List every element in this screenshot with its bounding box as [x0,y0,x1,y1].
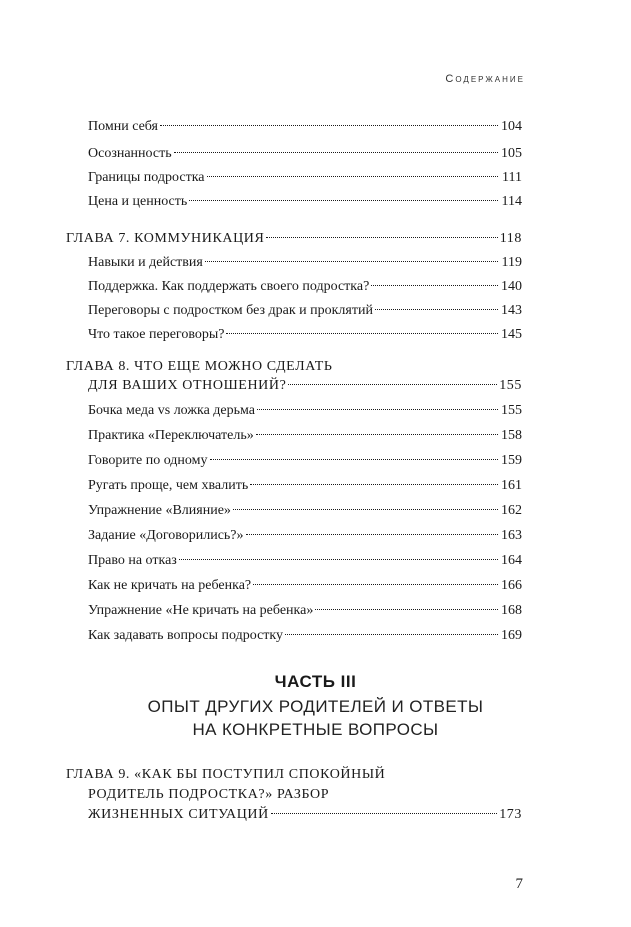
toc-entry[interactable] [88,627,522,645]
toc-entry-page: 161 [501,478,522,493]
chapter-9-title-line2: РОДИТЕЛЬ ПОДРОСТКА?» РАЗБОР [88,787,330,802]
dot-leader [315,609,498,610]
toc-entry[interactable] [88,145,522,163]
toc-entry-page: 119 [501,255,522,270]
toc-entry-title: Как задавать вопросы подростку [88,628,284,643]
toc-entry-page: 104 [501,119,522,134]
toc-entry-page: 155 [501,403,522,418]
dot-leader [371,285,498,286]
dot-leader [226,333,498,334]
toc-entry[interactable] [88,552,522,570]
part-3-title: ЧАСТЬ III [274,672,357,691]
dot-leader [288,384,497,385]
toc-entry[interactable] [88,254,522,272]
dot-leader [179,559,498,560]
dot-leader [246,534,498,535]
toc-entry-title: Упражнение «Не кричать на ребенка» [88,603,314,618]
running-head: Содержание [445,73,525,85]
dot-leader [256,434,498,435]
toc-entry-page: 111 [502,170,522,185]
toc-entry[interactable] [88,452,522,470]
toc-entry[interactable] [88,193,522,211]
toc-entry-page: 158 [501,428,522,443]
toc-entry-page: 140 [501,279,522,294]
dot-leader [266,237,497,238]
dot-leader [253,584,498,585]
toc-entry-page: 105 [501,146,522,161]
toc-entry-title: Помни себя [88,119,158,134]
page-number: 7 [515,876,523,892]
dot-leader [189,200,498,201]
toc-entry-title: Задание «Договорились?» [88,528,244,543]
toc-entry-title: Что такое переговоры? [88,327,225,342]
toc-entry-title: Практика «Переключатель» [88,428,254,443]
dot-leader [207,176,498,177]
dot-leader [174,152,498,153]
dot-leader [210,459,499,460]
toc-chapter-8[interactable] [88,377,522,395]
chapter-title: ГЛАВА 7. КОММУНИКАЦИЯ [66,231,265,246]
dot-leader [375,309,498,310]
dot-leader [205,261,498,262]
toc-entry-page: 164 [501,553,522,568]
toc-entry[interactable] [88,326,522,344]
toc-entry-page: 169 [501,628,522,643]
toc-entry[interactable] [88,278,522,296]
toc-entry-title: Навыки и действия [88,255,203,270]
toc-entry[interactable] [88,302,522,320]
toc-entry[interactable] [88,402,522,420]
toc-entry[interactable] [88,502,522,520]
dot-leader [160,125,498,126]
toc-entry[interactable] [88,427,522,445]
toc-entry-page: 159 [501,453,522,468]
part-3-subtitle-line1: ОПЫТ ДРУГИХ РОДИТЕЛЕЙ И ОТВЕТЫ [147,697,484,716]
toc-entry-title: Бочка меда vs ложка дерьма [88,403,256,418]
toc-entry-title: Говорите по одному [88,453,208,468]
toc-entry-title: Ругать проще, чем хвалить [88,478,249,493]
toc-chapter-7[interactable] [66,230,522,248]
dot-leader [285,634,498,635]
toc-entry[interactable] [88,577,522,595]
toc-entry[interactable] [88,602,522,620]
toc-entry-page: 114 [501,194,522,209]
toc-entry-title: Поддержка. Как поддержать своего подростка? [88,279,370,294]
chapter-page: 173 [499,807,522,822]
chapter-page: 155 [499,378,522,393]
toc-entry-page: 143 [501,303,522,318]
chapter-title: ДЛЯ ВАШИХ ОТНОШЕНИЙ? [88,378,287,393]
toc-entry[interactable] [88,169,522,187]
toc-entry-title: Упражнение «Влияние» [88,503,231,518]
toc-entry-title: Осознанность [88,146,172,161]
toc-entry-title: Границы подростка [88,170,205,185]
dot-leader [250,484,498,485]
toc-entry-title: Как не кричать на ребенка? [88,578,252,593]
chapter-title: ЖИЗНЕННЫХ СИТУАЦИЙ [88,807,269,822]
dot-leader [271,813,497,814]
toc-entry[interactable] [88,527,522,545]
toc-entry-page: 145 [501,327,522,342]
chapter-8-title-line1: ГЛАВА 8. ЧТО ЕЩЕ МОЖНО СДЕЛАТЬ [66,359,333,374]
toc-entry-page: 162 [501,503,522,518]
toc-entry[interactable] [88,477,522,495]
dot-leader [257,409,498,410]
toc-entry[interactable] [88,118,522,136]
chapter-9-title-line1: ГЛАВА 9. «КАК БЫ ПОСТУПИЛ СПОКОЙНЫЙ [66,767,386,782]
dot-leader [233,509,498,510]
toc-entry-title: Цена и ценность [88,194,188,209]
toc-entry-page: 168 [501,603,522,618]
part-3-subtitle-line2: НА КОНКРЕТНЫЕ ВОПРОСЫ [192,720,439,739]
toc-entry-title: Право на отказ [88,553,177,568]
chapter-page: 118 [499,231,522,246]
toc-entry-title: Переговоры с подростком без драк и проклятий [88,303,373,318]
toc-entry-page: 166 [501,578,522,593]
toc-chapter-9[interactable] [88,806,522,824]
toc-entry-page: 163 [501,528,522,543]
